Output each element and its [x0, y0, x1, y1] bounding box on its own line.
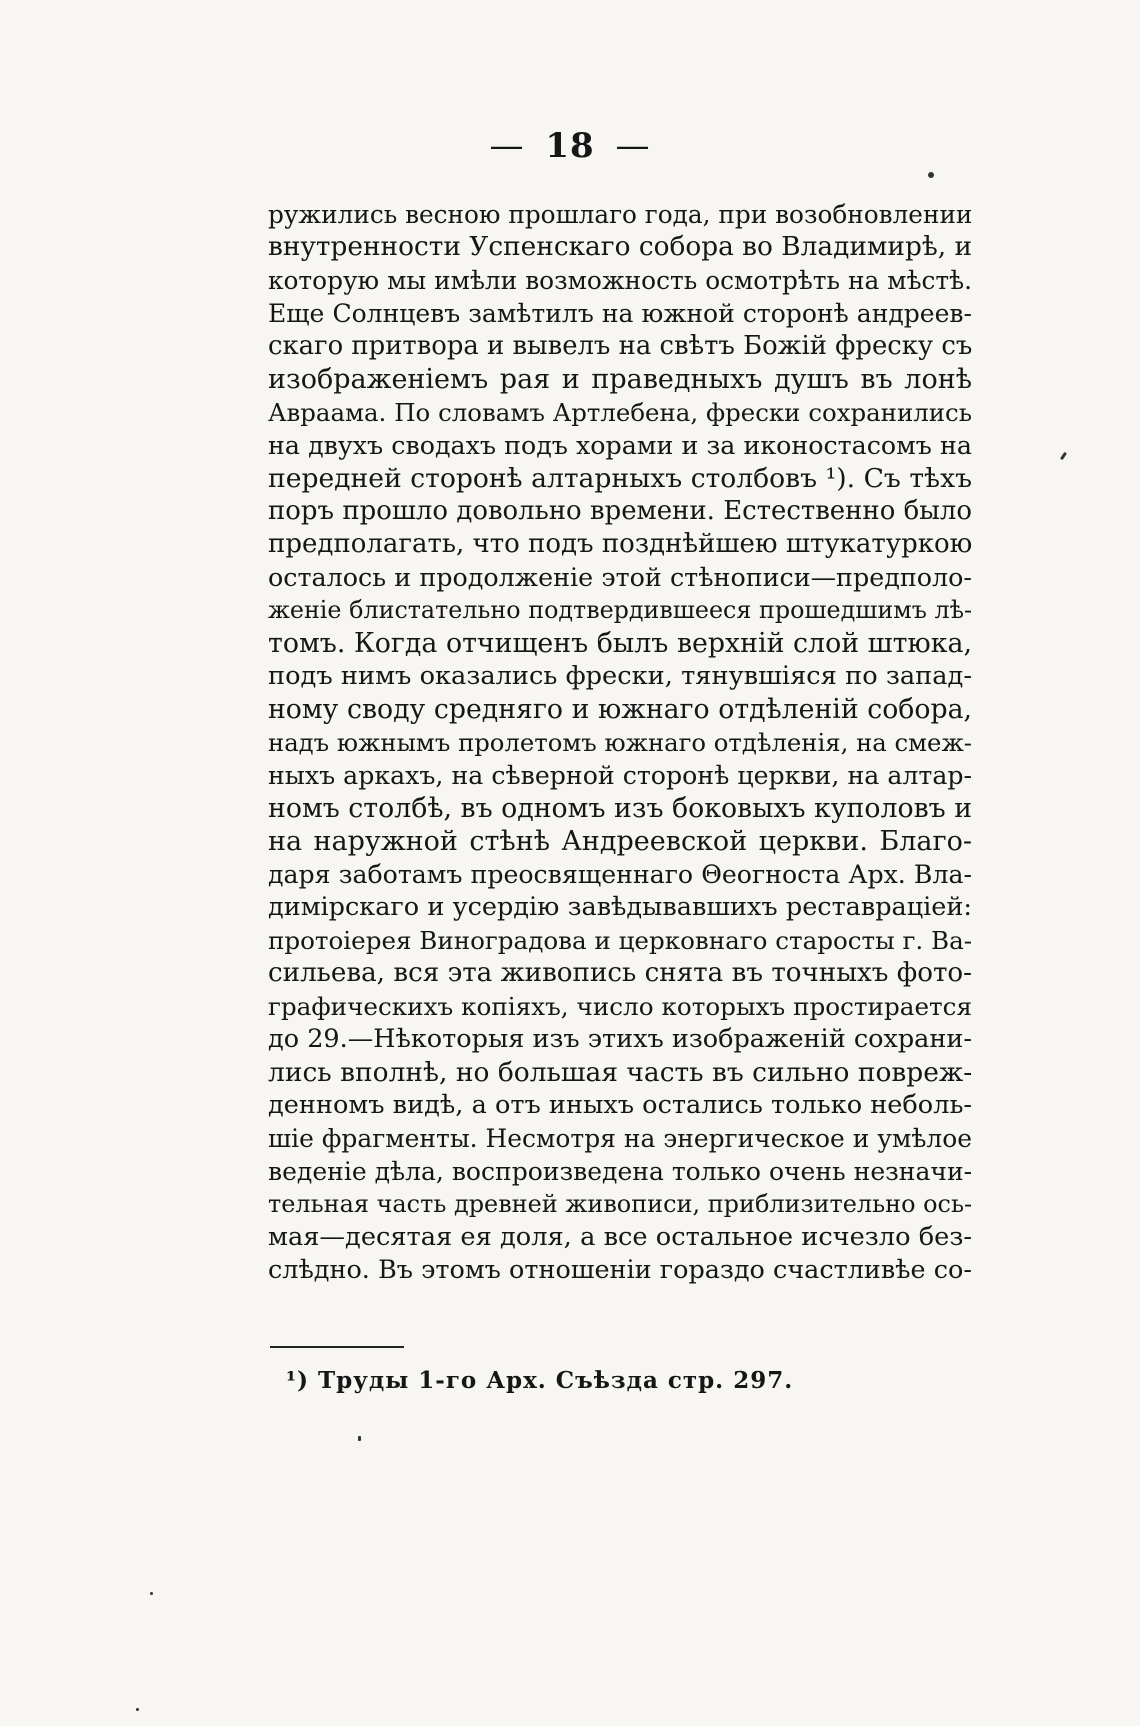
page-header	[0, 126, 1140, 166]
text-line: Авраама. По словамъ Артлебена, фрески сохранились	[268, 398, 972, 427]
text-line: слѣдно. Въ этомъ отношенiи гораздо счастливѣе со-	[268, 1255, 972, 1285]
text-line: веденiе дѣла, воспроизведена только очень незначи-	[268, 1157, 973, 1186]
footnote: ¹) Труды 1-го Арх. Съѣзда стр. 297.	[286, 1367, 794, 1394]
text-line: томъ. Когда отчищенъ былъ верхнiй слой штюка,	[268, 628, 972, 659]
text-line: до 29.—Нѣкоторыя изъ этихъ изображенiй сохрани-	[268, 1024, 972, 1054]
text-line: осталось и продолженiе этой стѣнописи—предполо-	[268, 562, 972, 592]
header-dash-left: —	[489, 126, 525, 166]
scan-speck	[358, 1436, 361, 1441]
text-line: протоiерея Виноградова и церковнаго старосты г. Ва-	[268, 926, 973, 955]
text-line: ному своду средняго и южнаго отдѣленiй собора,	[268, 694, 972, 725]
text-line: шiе фрагменты. Несмотря на энергическое и умѣлое	[268, 1124, 973, 1153]
text-line: Еще Солнцевъ замѣтилъ на южной сторонѣ андреев-	[268, 299, 972, 328]
text-line: номъ столбѣ, въ одномъ изъ боковыхъ куполовъ и	[268, 793, 973, 824]
scan-speck	[928, 172, 934, 178]
text-line: мая—десятая ея доля, а все остальное исчезло без-	[268, 1222, 972, 1252]
text-line: подъ нимъ оказались фрески, тянувшiяся по запад-	[268, 661, 972, 691]
text-line: ружились весною прошлаго года, при возобновлении	[268, 200, 973, 229]
text-line: даря заботамъ преосвященнаго Θеогноста Арх. Вла-	[268, 860, 972, 889]
text-line: изображенiемъ рая и праведныхъ душъ въ лонѣ	[268, 364, 972, 395]
text-line: которую мы имѣли возможность осмотрѣть на мѣстѣ.	[268, 266, 972, 295]
text-line: предполагать, что подъ позднѣйшею штукатуркою	[268, 529, 973, 559]
text-line: денномъ видѣ, а отъ иныхъ остались только неболь-	[268, 1090, 973, 1120]
text-line: поръ прошло довольно времени. Естественно было	[268, 496, 972, 526]
scan-speck	[136, 1708, 139, 1711]
text-line: на наружной стѣнѣ Андреевской церкви. Благо-	[268, 826, 972, 857]
text-line: лись вполнѣ, но большая часть въ сильно повреж-	[268, 1057, 973, 1088]
text-line: внутренности Успенскаго собора во Владимирѣ, и	[268, 232, 973, 262]
header-dash-right: —	[615, 126, 651, 166]
footnote-divider	[270, 1346, 404, 1348]
text-line: на двухъ сводахъ подъ хорами и за иконостасомъ на	[268, 431, 972, 460]
text-line: ныхъ аркахъ, на сѣверной сторонѣ церкви, на алтар-	[268, 761, 972, 790]
text-line: передней сторонѣ алтарныхъ столбовъ ¹). Съ тѣхъ	[268, 463, 972, 494]
text-line: графическихъ копiяхъ, число которыхъ простирается	[268, 992, 972, 1021]
scan-speck	[150, 1592, 153, 1595]
text-line: надъ южнымъ пролетомъ южнаго отдѣленiя, на смеж-	[268, 728, 972, 757]
text-line: димiрскаго и усердiю завѣдывавшихъ реставрацiей:	[268, 892, 972, 922]
page-number: 18	[545, 126, 595, 166]
text-line: скаго притвора и вывелъ на свѣтъ Божiй фреску съ	[268, 331, 973, 361]
text-line: женiе блистательно подтвердившееся прошедшимъ лѣ-	[268, 596, 972, 624]
text-line: сильева, вся эта живопись снята въ точныхъ фото-	[268, 958, 972, 988]
scan-speck	[1060, 452, 1067, 460]
text-line: тельная часть древней живописи, приблизительно ось-	[268, 1190, 973, 1218]
body-text	[268, 198, 972, 1287]
